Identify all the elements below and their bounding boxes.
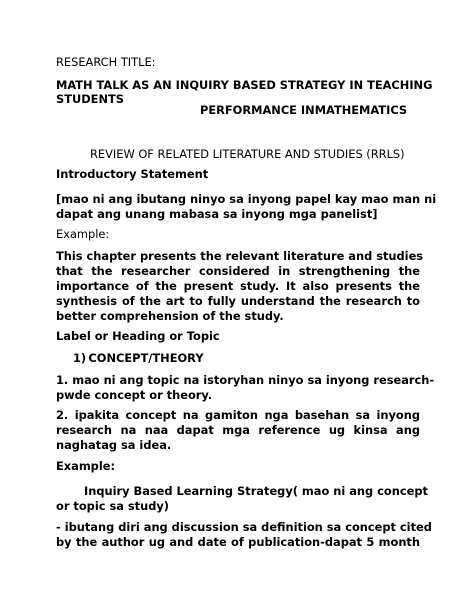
inquiry-line-2: or topic sa study) (56, 499, 170, 513)
point-1-line: pwde concept or theory. (56, 388, 213, 402)
example-label-1: Example: (56, 227, 110, 241)
concept-theory-item: 1) CONCEPT/THEORY (73, 351, 204, 365)
label-heading: Label or Heading or Topic (56, 329, 220, 343)
point-2-line: research na naa dapat mga reference ug kinsa ang (56, 423, 420, 437)
point-2-line: naghatag sa idea. (56, 438, 172, 452)
title-line-2: STUDENTS (56, 92, 124, 106)
discussion-line: - ibutang diri ang discussion sa definition sa concept cited (56, 520, 432, 534)
inquiry-line-1: Inquiry Based Learning Strategy( mao ni ang concept (84, 484, 428, 498)
title-line-1: MATH TALK AS AN INQUIRY BASED STRATEGY IN TEACHING (56, 78, 433, 92)
instruction-line-2: dapat ang unang mabasa sa inyong mga panelist] (56, 207, 378, 221)
example-paragraph-line: This chapter presents the relevant literature and studies (56, 249, 424, 263)
discussion-paragraph (56, 520, 432, 550)
point-2 (56, 408, 420, 453)
instruction-line-1: [mao ni ang ibutang ninyo sa inyong papel kay mao man ni (56, 192, 437, 206)
example-paragraph-line: that the researcher considered in strengthening the (56, 264, 420, 278)
example-paragraph-line: better comprehension of the study. (56, 309, 284, 323)
rrls-heading: REVIEW OF RELATED LITERATURE AND STUDIES (RRLS) (90, 147, 405, 161)
example-label-2: Example: (56, 459, 116, 473)
introductory-statement-heading: Introductory Statement (56, 167, 209, 181)
example-paragraph (56, 249, 424, 324)
title-line-3: PERFORMANCE INMATHEMATICS (200, 103, 408, 117)
point-2-line: 2. ipakita concept na gamiton nga basehan sa inyong (56, 408, 420, 422)
point-1 (56, 373, 435, 403)
point-1-line: 1. mao ni ang topic na istoryhan ninyo sa inyong research- (56, 373, 435, 387)
research-title-label: RESEARCH TITLE: (56, 55, 156, 69)
example-paragraph-line: importance of the present study. It also presents the (56, 279, 420, 293)
example-paragraph-line: synthesis of the art to fully understand the research to (56, 294, 420, 308)
discussion-line: by the author ug and date of publication-dapat 5 month (56, 535, 420, 549)
